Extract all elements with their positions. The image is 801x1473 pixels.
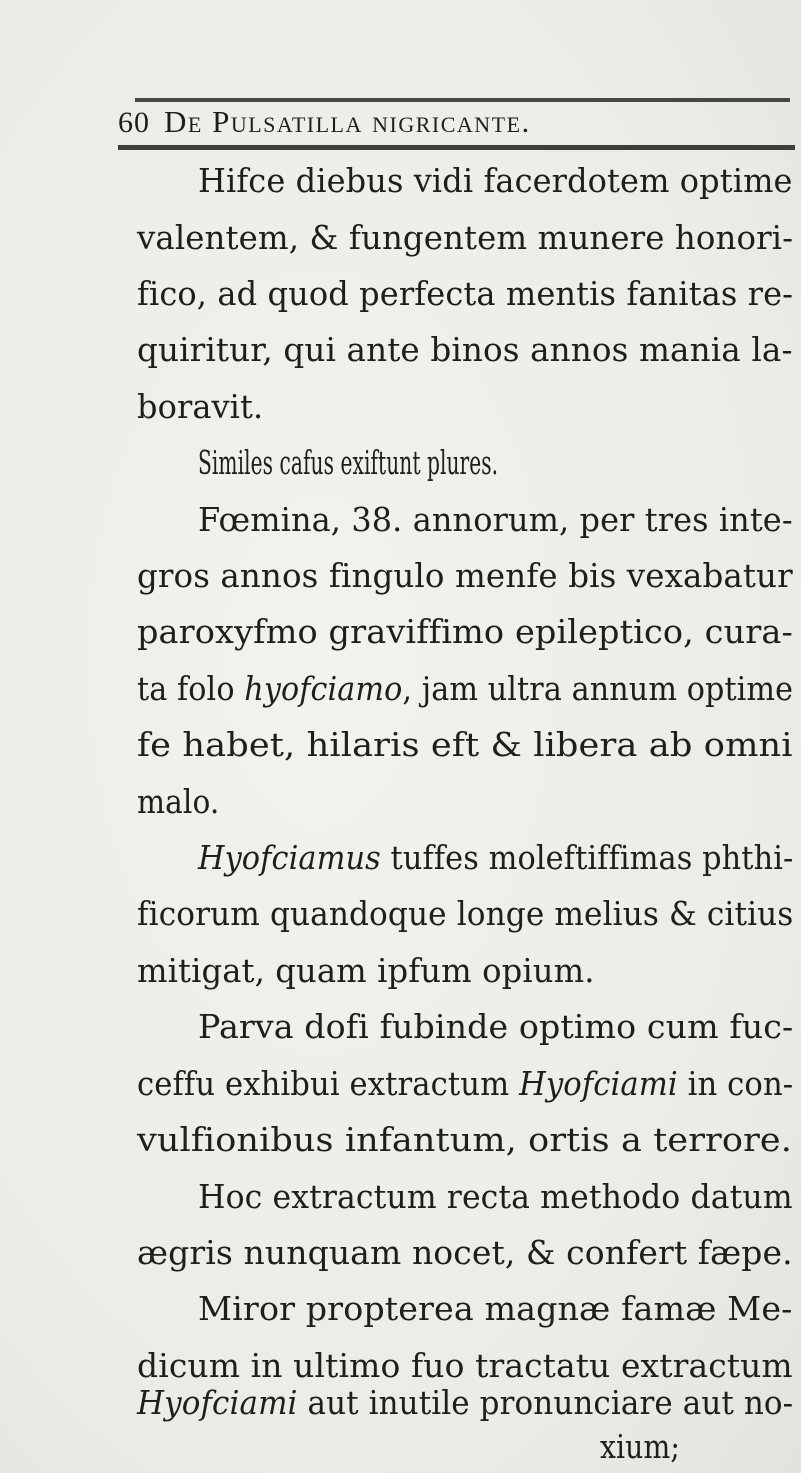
text-segment: ta folo — [137, 670, 245, 708]
text-line — [198, 501, 793, 539]
text-line — [198, 839, 794, 877]
text-line — [137, 557, 793, 595]
text-segment: Similes cafus exiftunt plures. — [198, 444, 499, 482]
text-line — [137, 726, 793, 764]
text-line — [137, 275, 794, 313]
text-line — [198, 444, 499, 482]
text-line — [600, 1428, 680, 1466]
text-segment: Parva dofi fubinde optimo cum fuc- — [198, 1008, 794, 1046]
text-line — [137, 1347, 793, 1385]
text-line — [137, 613, 793, 651]
text-line — [137, 1234, 793, 1272]
text-line — [137, 388, 264, 426]
text-segment: Miror propterea magnæ famæ Me- — [198, 1290, 793, 1328]
text-segment: quiritur, qui ante binos annos mania la- — [137, 331, 793, 369]
text-segment: ceffu exhibui extractum — [137, 1065, 520, 1103]
italic-word: Hyofciamus — [198, 839, 381, 877]
text-segment: xium; — [600, 1428, 680, 1466]
text-line — [137, 331, 793, 369]
text-line — [198, 1178, 793, 1216]
text-segment: valentem, & fungentem munere honori- — [137, 219, 794, 257]
text-segment: gros annos fingulo menfe bis vexabatur — [137, 557, 793, 595]
text-segment: Fœmina, 38. annorum, per tres inte- — [198, 501, 793, 539]
text-segment: ægris nunquam nocet, & confert fæpe. — [137, 1234, 793, 1272]
text-line — [137, 783, 220, 821]
text-line — [198, 162, 793, 200]
text-line — [137, 670, 794, 708]
text-line — [137, 219, 794, 257]
text-line — [137, 952, 595, 990]
text-segment: , jam ultra annum optime — [402, 670, 794, 708]
text-segment: dicum in ultimo fuo tractatu extractum — [137, 1347, 793, 1385]
text-segment: vulfionibus infantum, ortis a terrore. — [137, 1121, 792, 1159]
page-number: 60 — [118, 106, 150, 139]
italic-word: Hyofciami — [519, 1065, 678, 1103]
text-segment: ficorum quandoque longe melius & citius — [137, 895, 794, 933]
running-title: De Pulsatilla nigricante. — [164, 104, 531, 139]
text-line — [137, 1121, 792, 1159]
text-line — [198, 1290, 793, 1328]
text-segment: boravit. — [137, 388, 264, 426]
text-line — [137, 1065, 794, 1103]
italic-word: hyofciamo — [244, 670, 403, 708]
text-segment: paroxyfmo graviffimo epileptico, cura- — [137, 613, 793, 651]
text-segment: mitigat, quam ipfum opium. — [137, 952, 595, 990]
text-segment: Hifce diebus vidi facerdotem optime — [198, 162, 793, 200]
text-segment: malo. — [137, 783, 220, 821]
text-segment: in con- — [677, 1065, 794, 1103]
italic-word: Hyofciami — [137, 1384, 298, 1422]
text-line — [198, 1008, 794, 1046]
text-segment: tuffes moleftiffimas phthi- — [380, 839, 794, 877]
text-segment: fico, ad quod perfecta mentis fanitas re- — [137, 275, 794, 313]
text-segment: Hoc extractum recta methodo datum — [198, 1178, 793, 1216]
text-segment: aut inutile pronunciare aut no- — [297, 1384, 794, 1422]
text-segment: fe habet, hilaris eft & libera ab omni — [137, 726, 793, 764]
text-line — [137, 1384, 794, 1422]
text-line — [137, 895, 794, 933]
